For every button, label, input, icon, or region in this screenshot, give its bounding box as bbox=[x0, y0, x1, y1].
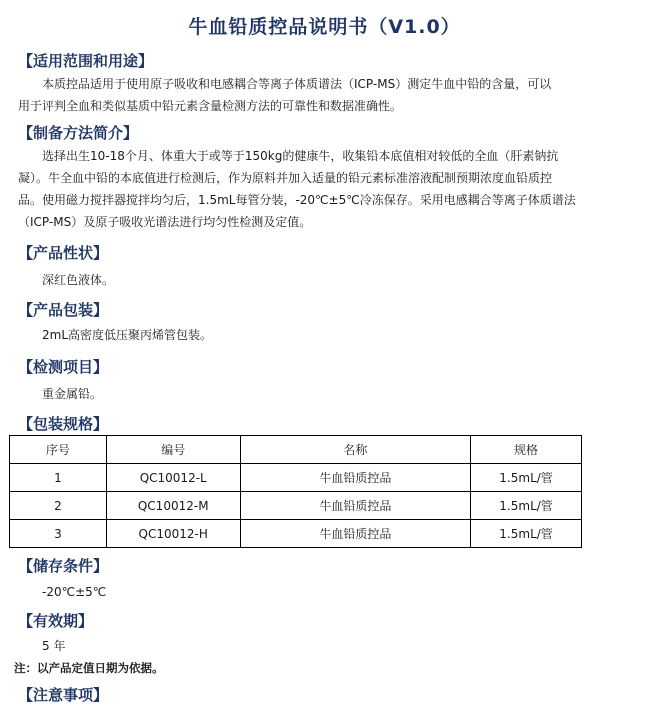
col-header-index: 序号 bbox=[10, 436, 107, 464]
cell-spec: 1.5mL/管 bbox=[471, 492, 582, 520]
scope-line-2: 用于评判全血和类似基质中铅元素含量检测方法的可靠性和数据准确性。 bbox=[18, 99, 403, 113]
paragraph-preparation bbox=[18, 145, 588, 233]
validity-note: 注：以产品定值日期为依据。 bbox=[14, 661, 164, 675]
heading-test-item: 【检测项目】 bbox=[18, 358, 109, 376]
heading-spec: 【包装规格】 bbox=[18, 415, 109, 433]
cell-name: 牛血铅质控品 bbox=[240, 520, 471, 548]
cell-spec: 1.5mL/管 bbox=[471, 464, 582, 492]
validity-text: 5 年 bbox=[42, 639, 66, 653]
cell-index: 1 bbox=[10, 464, 107, 492]
heading-packaging: 【产品包装】 bbox=[18, 301, 109, 319]
heading-validity: 【有效期】 bbox=[18, 612, 94, 630]
test-item-text: 重金属铅。 bbox=[42, 387, 103, 401]
cell-index: 3 bbox=[10, 520, 107, 548]
cell-code: QC10012-H bbox=[106, 520, 240, 548]
prep-line-2: 凝）。牛全血中铅的本底值进行检测后，作为原料并加入适量的铅元素标准溶液配制预期浓度血铅质控 bbox=[18, 171, 553, 185]
cell-name: 牛血铅质控品 bbox=[240, 492, 471, 520]
scope-line-1: 本质控品适用于使用原子吸收和电感耦合等离子体质谱法（ICP-MS）测定牛血中铅的含量，可以 bbox=[42, 77, 552, 91]
table-row bbox=[10, 464, 582, 492]
spec-table bbox=[9, 435, 582, 548]
appearance-text: 深红色液体。 bbox=[42, 273, 115, 287]
table-row bbox=[10, 520, 582, 548]
prep-line-1: 选择出生10-18个月、体重大于或等于150kg的健康牛，收集铅本底值相对较低的全血（肝素钠抗 bbox=[42, 149, 559, 163]
cell-name: 牛血铅质控品 bbox=[240, 464, 471, 492]
cell-index: 2 bbox=[10, 492, 107, 520]
prep-line-4: （ICP-MS）及原子吸收光谱法进行均匀性检测及定值。 bbox=[18, 215, 312, 229]
col-header-spec: 规格 bbox=[471, 436, 582, 464]
document-title: 牛血铅质控品说明书（V1.0） bbox=[188, 16, 461, 38]
cell-code: QC10012-L bbox=[106, 464, 240, 492]
heading-precautions: 【注意事项】 bbox=[18, 686, 109, 704]
heading-preparation: 【制备方法简介】 bbox=[18, 124, 139, 142]
col-header-name: 名称 bbox=[240, 436, 471, 464]
storage-text: -20℃±5℃ bbox=[42, 585, 107, 599]
cell-spec: 1.5mL/管 bbox=[471, 520, 582, 548]
paragraph-scope bbox=[18, 73, 588, 117]
cell-code: QC10012-M bbox=[106, 492, 240, 520]
prep-line-3: 品。使用磁力搅拌器搅拌均匀后，1.5mL每管分装，-20℃±5℃冷冻保存。采用电感耦合等离子体质谱法 bbox=[18, 193, 576, 207]
heading-scope: 【适用范围和用途】 bbox=[18, 52, 154, 70]
table-row bbox=[10, 492, 582, 520]
col-header-code: 编号 bbox=[106, 436, 240, 464]
packaging-text: 2mL高密度低压聚丙烯管包装。 bbox=[42, 328, 213, 342]
heading-appearance: 【产品性状】 bbox=[18, 244, 109, 262]
heading-storage: 【储存条件】 bbox=[18, 557, 109, 575]
table-header-row bbox=[10, 436, 582, 464]
